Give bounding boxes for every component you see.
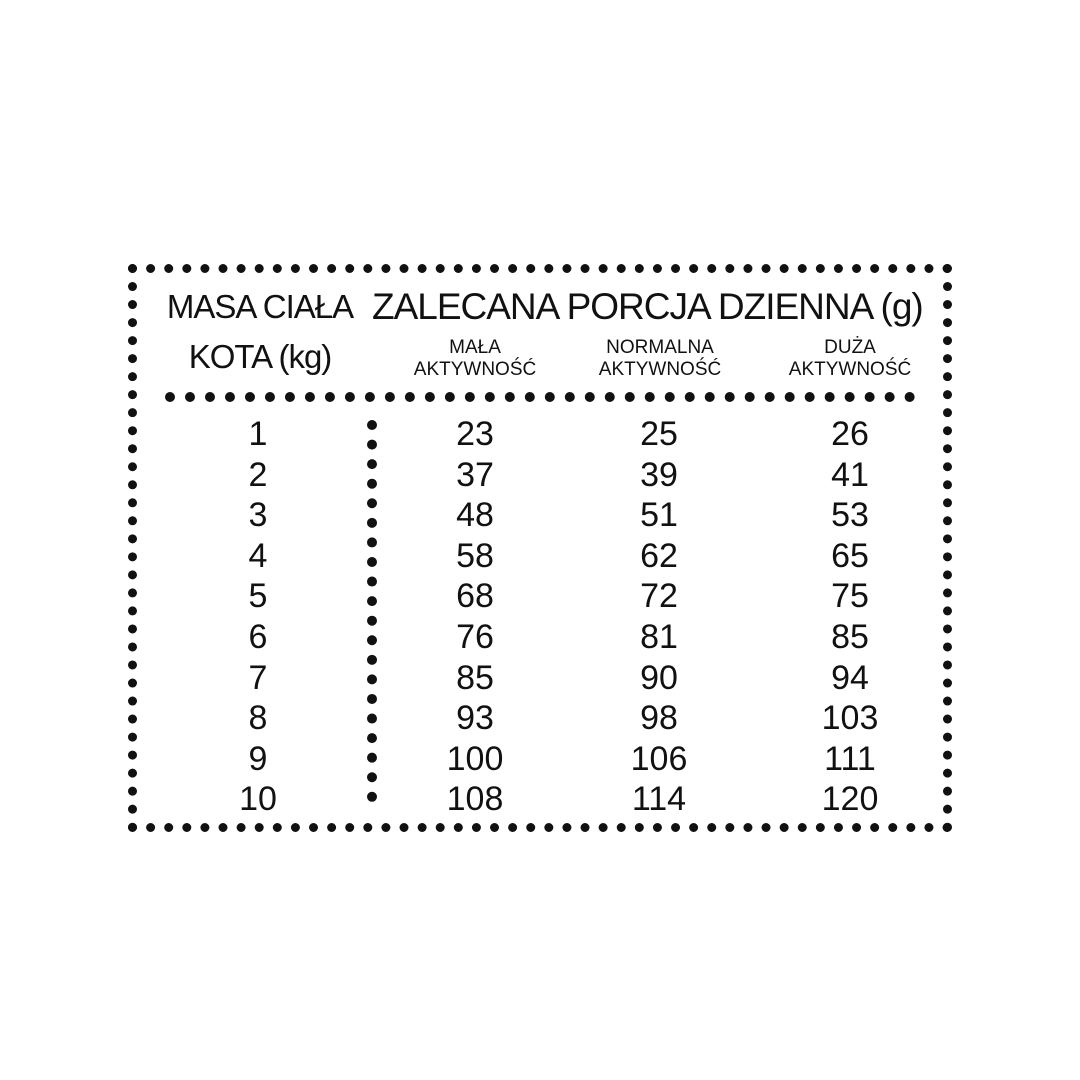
low-activity-column	[395, 414, 555, 820]
header-divider	[165, 392, 915, 402]
high-activity-cell: 26	[831, 415, 869, 453]
column-divider	[367, 420, 377, 802]
mass-cell: 8	[248, 699, 268, 738]
high-activity-column	[770, 414, 930, 820]
high-activity-cell: 41	[831, 455, 869, 494]
mass-cell: 2	[248, 455, 268, 494]
mass-cell: 3	[248, 496, 268, 535]
high-activity-cell: 103	[821, 699, 879, 738]
low-activity-cell: 85	[456, 658, 494, 697]
mass-header-line1: MASA CIAŁA	[166, 288, 354, 325]
normal-activity-cell: 106	[630, 739, 688, 778]
low-activity-cell: 58	[456, 536, 494, 575]
normal-activity-cell: 25	[640, 415, 678, 453]
low-activity-cell: 23	[456, 415, 494, 453]
mass-cell: 7	[248, 658, 268, 697]
mass-header-line2: KOTA (kg)	[188, 338, 332, 375]
normal-activity-cell: 72	[640, 577, 678, 616]
normal-activity-cell: 62	[640, 536, 678, 575]
low-activity-header-line2: AKTYWNOŚĆ	[413, 359, 537, 380]
mass-cell: 9	[248, 739, 268, 778]
low-activity-header-line1: MAŁA	[449, 337, 501, 358]
high-activity-cell: 53	[831, 496, 869, 535]
high-activity-header-line2: AKTYWNOŚĆ	[788, 359, 912, 380]
normal-activity-cell: 81	[640, 617, 678, 656]
normal-activity-cell: 51	[640, 496, 678, 535]
normal-activity-header-line2: AKTYWNOŚĆ	[598, 359, 722, 380]
mass-cell: 6	[248, 617, 268, 656]
mass-cell: 5	[248, 577, 268, 616]
high-activity-cell: 75	[831, 577, 869, 616]
low-activity-cell: 100	[446, 739, 504, 778]
low-activity-cell: 37	[456, 455, 494, 494]
high-activity-cell: 120	[821, 780, 879, 819]
normal-activity-cell: 114	[631, 780, 687, 819]
mass-cell: 4	[248, 536, 268, 575]
normal-activity-header-line1: NORMALNA	[606, 337, 714, 358]
high-activity-header-line1: DUŻA	[824, 337, 876, 358]
normal-activity-column	[579, 414, 739, 820]
low-activity-header	[380, 337, 570, 381]
low-activity-cell: 48	[456, 496, 494, 535]
high-activity-cell: 65	[831, 536, 869, 575]
high-activity-cell: 94	[831, 658, 869, 697]
portion-header: ZALECANA PORCJA DZIENNA (g)	[372, 286, 923, 327]
normal-activity-cell: 98	[640, 699, 678, 738]
low-activity-cell: 93	[456, 699, 494, 738]
low-activity-cell: 68	[456, 577, 494, 616]
mass-column	[178, 414, 338, 820]
normal-activity-cell: 90	[640, 658, 678, 697]
high-activity-cell: 111	[824, 739, 876, 778]
high-activity-header	[755, 337, 945, 381]
high-activity-cell: 85	[831, 617, 869, 656]
normal-activity-cell: 39	[640, 455, 678, 494]
normal-activity-header	[565, 337, 755, 381]
low-activity-cell: 76	[456, 617, 494, 656]
mass-cell: 10	[239, 780, 277, 819]
low-activity-cell: 108	[446, 780, 504, 819]
mass-cell: 1	[248, 415, 268, 453]
